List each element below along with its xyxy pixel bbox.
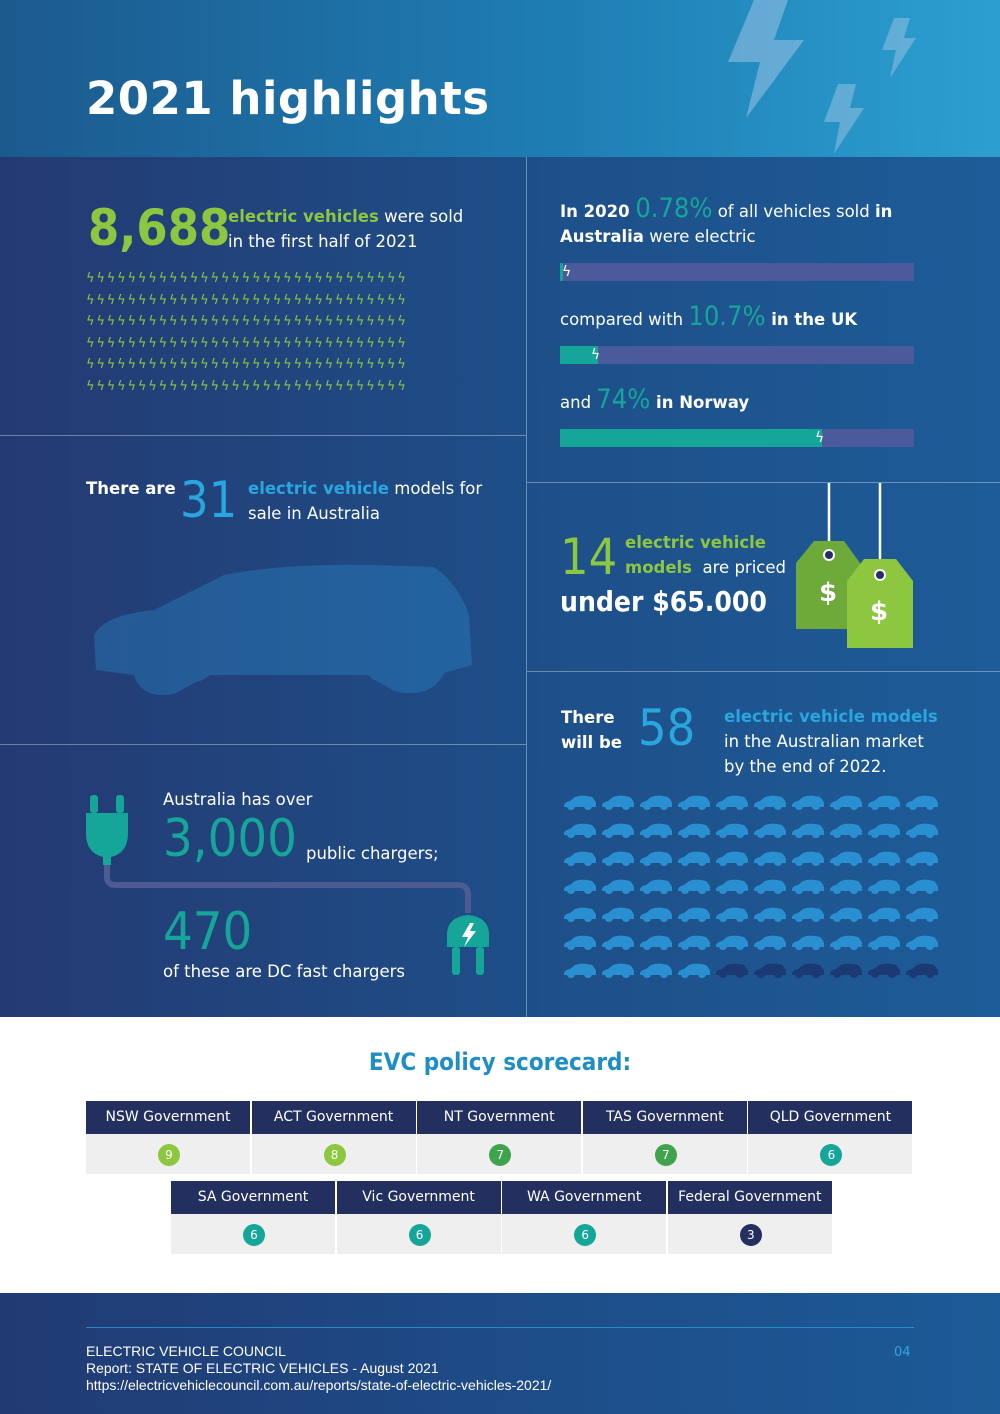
header-banner (0, 0, 1000, 157)
car-icon (753, 935, 787, 951)
car-icon (905, 879, 939, 895)
car-icon (639, 795, 673, 811)
priced-highlight-1: electric vehicle (625, 533, 766, 552)
car-icon (601, 823, 635, 839)
scorecard-government-name: NSW Government (86, 1101, 251, 1134)
bolt-row: ϟϟϟϟϟϟϟϟϟϟϟϟϟϟϟϟϟϟϟϟϟϟϟϟϟϟϟϟϟϟϟ (86, 292, 408, 308)
scorecard-cell (252, 1101, 417, 1174)
car-icon (905, 795, 939, 811)
scorecard-cell (583, 1101, 748, 1174)
chargers-number: 3,000 (163, 809, 297, 869)
scorecard-score-badge: 3 (740, 1224, 762, 1246)
scorecard-cell (171, 1181, 336, 1254)
share-norway-suffix: in Norway (650, 393, 750, 412)
fast-chargers-number: 470 (163, 902, 253, 962)
car-icon (791, 795, 825, 811)
car-icon (829, 907, 863, 923)
sales-number: 8,688 (88, 199, 231, 257)
car-icon (867, 907, 901, 923)
scorecard-score-cell (171, 1214, 336, 1254)
car-icon (791, 907, 825, 923)
scorecard-cell (417, 1101, 582, 1174)
scorecard-government-name: SA Government (171, 1181, 336, 1214)
share-aus-value: 0.78% (635, 193, 713, 224)
car-icon (867, 879, 901, 895)
scorecard-score-badge: 7 (655, 1144, 677, 1166)
car-icon (677, 795, 711, 811)
car-icon (601, 851, 635, 867)
car-icon (677, 907, 711, 923)
scorecard-score-badge: 6 (409, 1224, 431, 1246)
tag-symbol: $ (870, 597, 889, 627)
car-icon (867, 851, 901, 867)
scorecard-score-cell (417, 1134, 582, 1174)
car-icon (867, 795, 901, 811)
car-icon (715, 935, 749, 951)
car-icon (867, 963, 901, 979)
models-rest: models for (389, 479, 483, 498)
car-icon (677, 851, 711, 867)
car-icon (829, 963, 863, 979)
car-icon (791, 851, 825, 867)
divider (0, 744, 526, 745)
divider (526, 157, 527, 1017)
share-aus-suffix: were electric (643, 227, 756, 246)
future-line3: by the end of 2022. (724, 757, 887, 776)
car-icon (791, 879, 825, 895)
priced-label (625, 530, 786, 580)
lightning-bolt-icon: ϟ (590, 347, 601, 363)
scorecard-score-badge: 8 (324, 1144, 346, 1166)
share-bar-uk (560, 346, 914, 364)
future-prefix-1: There (561, 708, 615, 727)
scorecard-government-name: QLD Government (748, 1101, 913, 1134)
priced-highlight-2: models (625, 558, 693, 577)
priced-rest: are priced (702, 558, 786, 577)
share-norway-prefix: and (560, 393, 597, 412)
car-icon (829, 795, 863, 811)
share-aus-in: in (875, 202, 893, 221)
footer-text (86, 1343, 551, 1394)
car-icon (753, 879, 787, 895)
scorecard-score-badge: 6 (574, 1224, 596, 1246)
share-uk-suffix: in the UK (765, 310, 858, 329)
footer-divider (86, 1327, 914, 1328)
scorecard-score-badge: 6 (243, 1224, 265, 1246)
bolt-row: ϟϟϟϟϟϟϟϟϟϟϟϟϟϟϟϟϟϟϟϟϟϟϟϟϟϟϟϟϟϟϟ (86, 314, 408, 330)
sales-label-line2: in the first half of 2021 (228, 232, 418, 251)
share-norway-value: 74% (596, 384, 651, 415)
divider (527, 671, 1000, 672)
scorecard-cell (748, 1101, 913, 1174)
car-icon (639, 907, 673, 923)
bolt-row: ϟϟϟϟϟϟϟϟϟϟϟϟϟϟϟϟϟϟϟϟϟϟϟϟϟϟϟϟϟϟϟ (86, 357, 408, 373)
car-icon (753, 851, 787, 867)
page-title: 2021 highlights (86, 72, 490, 125)
scorecard-government-name: Vic Government (337, 1181, 502, 1214)
car-icon (601, 795, 635, 811)
car-icon (601, 907, 635, 923)
share-australia-text (560, 193, 920, 249)
models-number: 31 (180, 471, 238, 529)
scorecard-title: EVC policy scorecard: (368, 1048, 632, 1076)
car-icon (753, 823, 787, 839)
car-icon (601, 879, 635, 895)
car-icon (753, 963, 787, 979)
lightning-bolt-icon (822, 84, 864, 154)
car-icon (563, 935, 597, 951)
sales-label (228, 204, 463, 254)
car-icon (677, 935, 711, 951)
share-prefix: In 2020 (560, 202, 636, 221)
car-icon (715, 879, 749, 895)
models-highlight: electric vehicle (248, 479, 389, 498)
car-icon (563, 907, 597, 923)
scorecard-cell (86, 1101, 251, 1174)
car-icon (639, 935, 673, 951)
car-icon (84, 555, 474, 705)
future-highlight: electric vehicle models (724, 707, 938, 726)
car-icon (905, 907, 939, 923)
divider (0, 435, 526, 436)
future-number: 58 (638, 699, 696, 757)
share-uk-value: 10.7% (688, 301, 766, 332)
future-prefix-2: will be (561, 733, 622, 752)
car-icon (753, 907, 787, 923)
car-icon (601, 963, 635, 979)
car-icon (639, 823, 673, 839)
price-tag-icon (792, 483, 917, 653)
car-icon (867, 823, 901, 839)
car-icon (601, 935, 635, 951)
car-icon (677, 879, 711, 895)
car-icon (563, 963, 597, 979)
scorecard-score-badge: 6 (820, 1144, 842, 1166)
priced-number: 14 (560, 528, 618, 586)
scorecard-government-name: TAS Government (583, 1101, 748, 1134)
car-icon (905, 851, 939, 867)
footer-org: ELECTRIC VEHICLE COUNCIL (86, 1343, 286, 1359)
car-icon (905, 935, 939, 951)
scorecard-government-name: NT Government (417, 1101, 582, 1134)
sales-label-highlight: electric vehicles (228, 207, 379, 226)
car-icon (867, 935, 901, 951)
lightning-bolt-icon: ϟ (814, 430, 825, 446)
scorecard-score-cell (668, 1214, 833, 1254)
share-bar-norway (560, 429, 914, 447)
sales-label-rest: were sold (378, 207, 464, 226)
share-bar-australia (560, 263, 914, 281)
lightning-bolt-icon: ϟ (562, 264, 572, 280)
tag-symbol: $ (819, 578, 838, 608)
car-icon (639, 963, 673, 979)
car-icon (791, 823, 825, 839)
car-icon (791, 963, 825, 979)
car-icon (905, 823, 939, 839)
scorecard-government-name: WA Government (502, 1181, 667, 1214)
scorecard-score-cell (337, 1214, 502, 1254)
chargers-intro: Australia has over (163, 790, 313, 809)
bolt-row: ϟϟϟϟϟϟϟϟϟϟϟϟϟϟϟϟϟϟϟϟϟϟϟϟϟϟϟϟϟϟϟ (86, 271, 408, 286)
footer-report: Report: STATE OF ELECTRIC VEHICLES - August 2021 (86, 1360, 439, 1376)
divider (527, 482, 1000, 483)
car-icon (829, 823, 863, 839)
models-label (248, 476, 482, 526)
car-icon (791, 935, 825, 951)
future-line2: in the Australian market (724, 732, 924, 751)
car-icon (829, 935, 863, 951)
car-icon (715, 907, 749, 923)
share-uk-prefix: compared with (560, 310, 689, 329)
car-icon (563, 795, 597, 811)
scorecard-score-cell (748, 1134, 913, 1174)
car-icon (715, 963, 749, 979)
car-icon (829, 879, 863, 895)
share-uk-text (560, 301, 858, 332)
scorecard-score-badge: 9 (158, 1144, 180, 1166)
page-number: 04 (894, 1345, 911, 1360)
scorecard-government-name: Federal Government (668, 1181, 833, 1214)
scorecard-cell (337, 1181, 502, 1254)
scorecard-cell (502, 1181, 667, 1254)
car-icon (715, 795, 749, 811)
scorecard-score-cell (252, 1134, 417, 1174)
car-icon (715, 823, 749, 839)
car-icon (563, 879, 597, 895)
future-prefix (561, 705, 622, 755)
share-bar-fill (560, 429, 825, 447)
scorecard-score-badge: 7 (489, 1144, 511, 1166)
car-icon (829, 851, 863, 867)
models-line2: sale in Australia (248, 504, 380, 523)
car-icon (905, 963, 939, 979)
share-aus-country: Australia (560, 227, 644, 246)
scorecard-score-cell (583, 1134, 748, 1174)
car-icon (639, 879, 673, 895)
bolt-grid (86, 268, 496, 398)
footer-url[interactable]: https://electricvehiclecouncil.com.au/reports/state-of-electric-vehicles-2021/ (86, 1377, 552, 1393)
share-norway-text (560, 384, 750, 415)
car-icon (677, 823, 711, 839)
priced-price: under $65.000 (560, 585, 767, 618)
scorecard-score-cell (86, 1134, 251, 1174)
bolt-row: ϟϟϟϟϟϟϟϟϟϟϟϟϟϟϟϟϟϟϟϟϟϟϟϟϟϟϟϟϟϟϟ (86, 335, 408, 351)
models-prefix: There are (86, 479, 176, 498)
future-label (724, 704, 938, 779)
car-icon (753, 795, 787, 811)
share-aus-mid: of all vehicles sold (712, 202, 875, 221)
fast-chargers-label: of these are DC fast chargers (163, 962, 405, 981)
car-icon (677, 963, 711, 979)
car-icon (563, 851, 597, 867)
scorecard-cell (668, 1181, 833, 1254)
lightning-bolt-icon (724, 0, 808, 118)
scorecard-government-name: ACT Government (252, 1101, 417, 1134)
scorecard-score-cell (502, 1214, 667, 1254)
bolt-row: ϟϟϟϟϟϟϟϟϟϟϟϟϟϟϟϟϟϟϟϟϟϟϟϟϟϟϟϟϟϟϟ (86, 378, 408, 394)
lightning-bolt-icon (880, 18, 916, 78)
car-icon (639, 851, 673, 867)
car-icon (563, 823, 597, 839)
car-icon (715, 851, 749, 867)
chargers-suffix: public chargers; (306, 844, 439, 863)
footer (0, 1293, 1000, 1414)
